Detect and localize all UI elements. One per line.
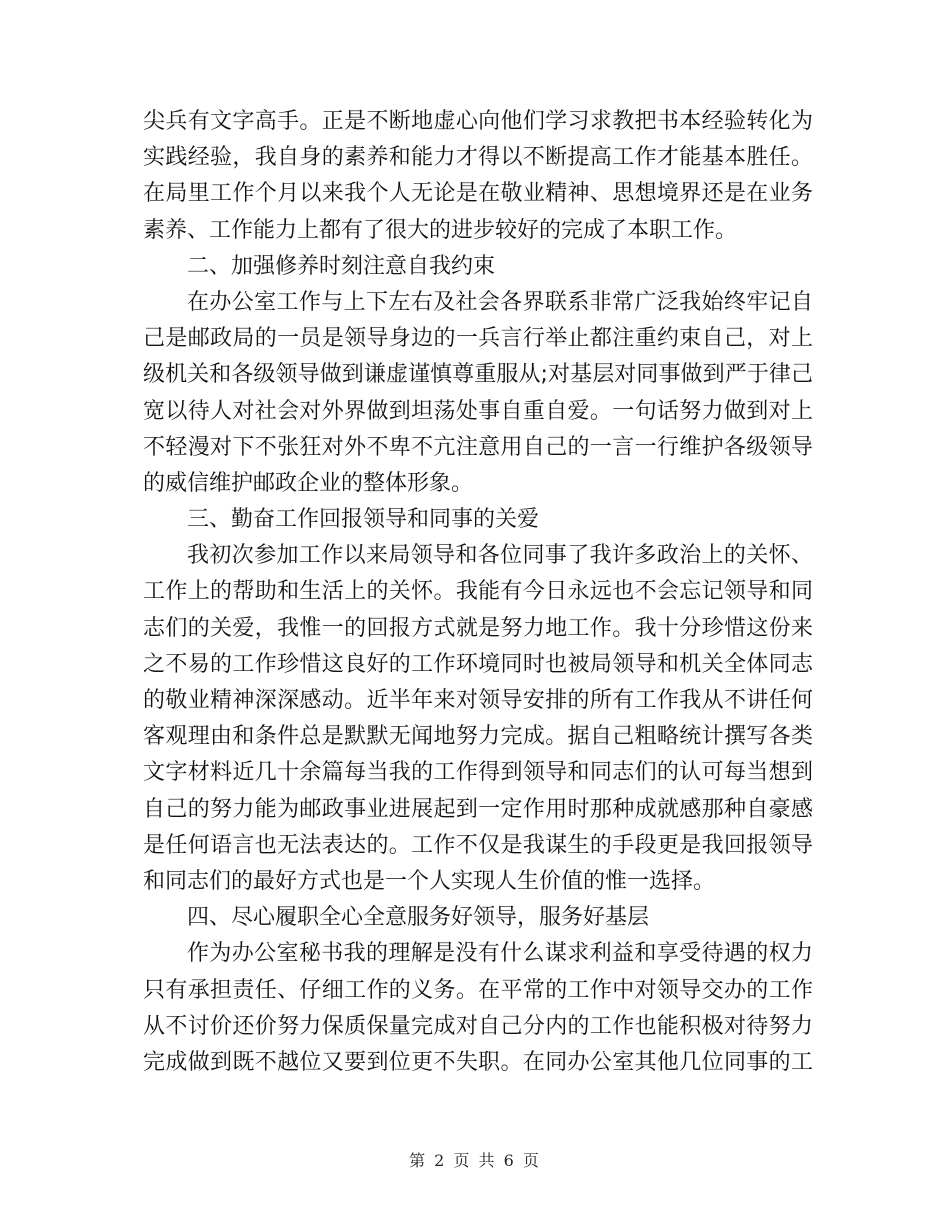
text-line: 作为办公室秘书我的理解是没有什么谋求利益和享受待遇的权力: [187, 941, 813, 967]
document-body: [143, 104, 813, 1081]
text-line: 工作上的帮助和生活上的关怀。我能有今日永远也不会忘记领导和同: [143, 579, 813, 605]
text-line: 客观理由和条件总是默默无闻地努力完成。据自己粗略统计撰写各类: [143, 724, 813, 750]
text-line: 在局里工作个月以来我个人无论是在敬业精神、思想境界还是在业务: [143, 181, 813, 207]
text-line: 志们的关爱，我惟一的回报方式就是努力地工作。我十分珍惜这份来: [143, 615, 813, 641]
text-line: 己是邮政局的一员是领导身边的一兵言行举止都注重约束自己，对上: [143, 326, 813, 352]
text-line: 三、勤奋工作回报领导和同事的关爱: [187, 507, 540, 533]
text-line: 不轻漫对下不张狂对外不卑不亢注意用自己的一言一行维护各级领导: [143, 434, 813, 460]
text-line: 四、尽心履职全心全意服务好领导，服务好基层: [187, 905, 650, 931]
text-line: 和同志们的最好方式也是一个人实现人生价值的惟一选择。: [143, 868, 716, 894]
text-line: 是任何语言也无法表达的。工作不仅是我谋生的手段更是我回报领导: [143, 832, 813, 858]
text-line: 自己的努力能为邮政事业进展起到一定作用时那种成就感那种自豪感: [143, 796, 813, 822]
text-line: 素养、工作能力上都有了很大的进步较好的完成了本职工作。: [143, 217, 738, 243]
text-line: 我初次参加工作以来局领导和各位同事了我许多政治上的关怀、: [187, 543, 813, 569]
text-line: 实践经验，我自身的素养和能力才得以不断提高工作才能基本胜任。: [143, 145, 813, 171]
text-line: 文字材料近几十余篇每当我的工作得到领导和同志们的认可每当想到: [143, 760, 813, 786]
text-line: 二、加强修养时刻注意自我约束: [187, 253, 496, 279]
text-line: 级机关和各级领导做到谦虚谨慎尊重服从;对基层对同事做到严于律己: [143, 362, 813, 388]
text-line: 在办公室工作与上下左右及社会各界联系非常广泛我始终牢记自: [187, 289, 813, 315]
text-line: 从不讨价还价努力保质保量完成对自己分内的工作也能积极对待努力: [143, 1013, 813, 1039]
text-line: 宽以待人对社会对外界做到坦荡处事自重自爱。一句话努力做到对上: [143, 398, 813, 424]
text-line: 完成做到既不越位又要到位更不失职。在同办公室其他几位同事的工: [143, 1049, 813, 1075]
page-footer: 第 2 页 共 6 页: [409, 1151, 541, 1170]
text-line: 之不易的工作珍惜这良好的工作环境同时也被局领导和机关全体同志: [143, 651, 813, 677]
text-line: 尖兵有文字高手。正是不断地虚心向他们学习求教把书本经验转化为: [143, 109, 813, 134]
text-line: 的威信维护邮政企业的整体形象。: [143, 470, 474, 496]
text-line: 的敬业精神深深感动。近半年来对领导安排的所有工作我从不讲任何: [143, 688, 813, 713]
text-line: 只有承担责任、仔细工作的义务。在平常的工作中对领导交办的工作: [143, 977, 813, 1003]
